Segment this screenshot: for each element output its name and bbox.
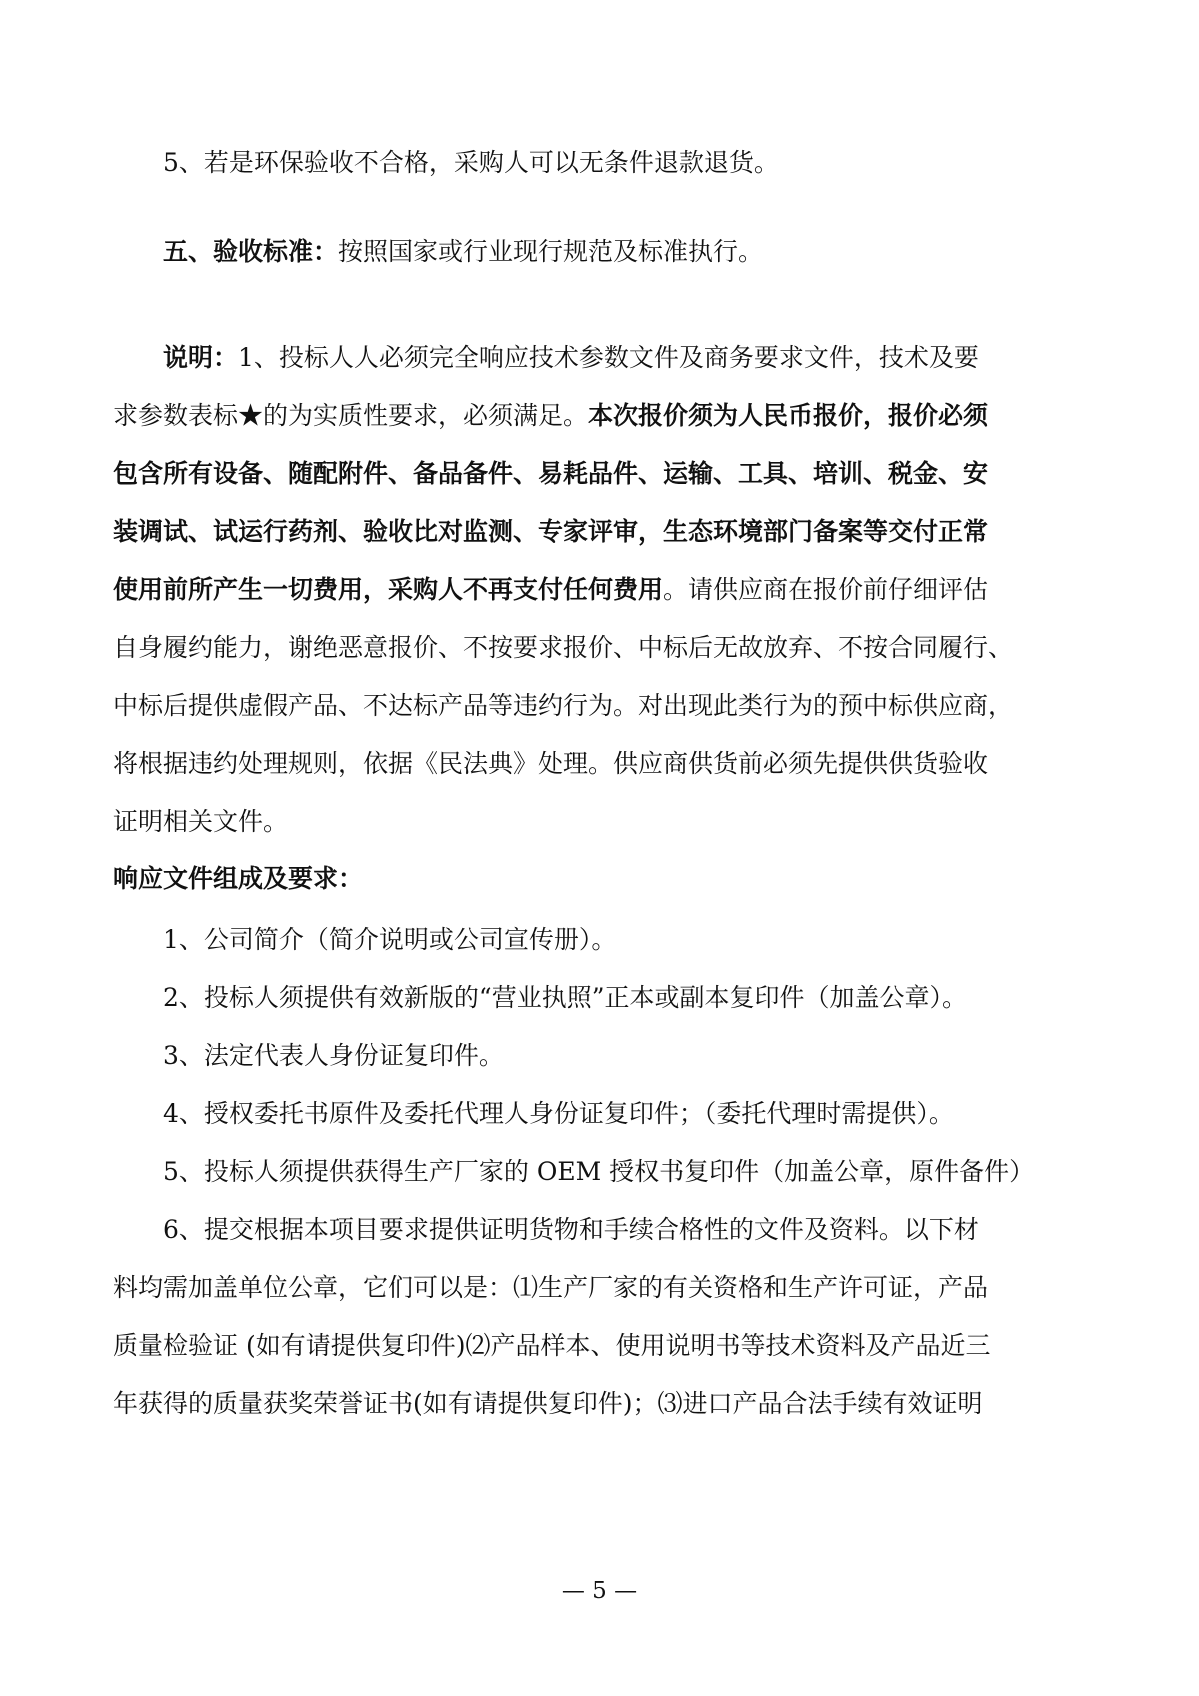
response-item-6-line-3: 质量检验证 (如有请提供复印件)⑵产品样本、使用说明书等技术资料及产品近三 [113,1331,991,1360]
note-line-9: 证明相关文件。 [113,807,289,836]
section-5-acceptance-standard: 五、验收标准：按照国家或行业现行规范及标准执行。 [163,237,764,266]
page-number: — 5 — [561,1578,638,1604]
note-line-5: 使用前所产生一切费用，采购人不再支付任何费用。请供应商在报价前仔细评估 [113,575,989,604]
response-docs-heading: 响应文件组成及要求： [113,864,364,893]
note-line-3: 包含所有设备、随配附件、备品备件、易耗品件、运输、工具、培训、税金、安 [113,459,989,488]
note-line-1: 说明：1、投标人人必须完全响应技术参数文件及商务要求文件，技术及要 [163,343,979,372]
response-item-5: 5、投标人须提供获得生产厂家的 OEM 授权书复印件（加盖公章，原件备件） [163,1157,1035,1186]
note-line-6: 自身履约能力，谢绝恶意报价、不按要求报价、中标后无故放弃、不按合同履行、 [113,633,1014,662]
response-item-3: 3、法定代表人身份证复印件。 [163,1041,504,1070]
note-label: 说明： [163,343,239,372]
response-item-1: 1、公司简介（简介说明或公司宣传册）。 [163,925,617,954]
response-item-4: 4、授权委托书原件及委托代理人身份证复印件；（委托代理时需提供）。 [163,1099,954,1128]
section-heading: 五、验收标准： [163,237,339,266]
note-line-8: 将根据违约处理规则，依据《民法典》处理。供应商供货前必须先提供供货验收 [113,749,989,778]
response-item-6-line-4: 年获得的质量获奖荣誉证书(如有请提供复印件)；⑶进口产品合法手续有效证明 [113,1389,983,1418]
note-line-2: 求参数表标★的为实质性要求，必须满足。本次报价须为人民币报价，报价必须 [113,401,989,430]
response-item-6-line-2: 料均需加盖单位公章，它们可以是：⑴生产厂家的有关资格和生产许可证，产品 [113,1273,989,1302]
response-item-6-line-1: 6、提交根据本项目要求提供证明货物和手续合格性的文件及资料。以下材 [163,1215,979,1244]
response-item-2: 2、投标人须提供有效新版的“营业执照”正本或副本复印件（加盖公章）。 [163,983,967,1012]
item-5-env-acceptance: 5、若是环保验收不合格，采购人可以无条件退款退货。 [163,148,779,177]
note-line-4: 装调试、试运行药剂、验收比对监测、专家评审，生态环境部门备案等交付正常 [113,517,989,546]
note-line-7: 中标后提供虚假产品、不达标产品等违约行为。对出现此类行为的预中标供应商， [113,691,1014,720]
